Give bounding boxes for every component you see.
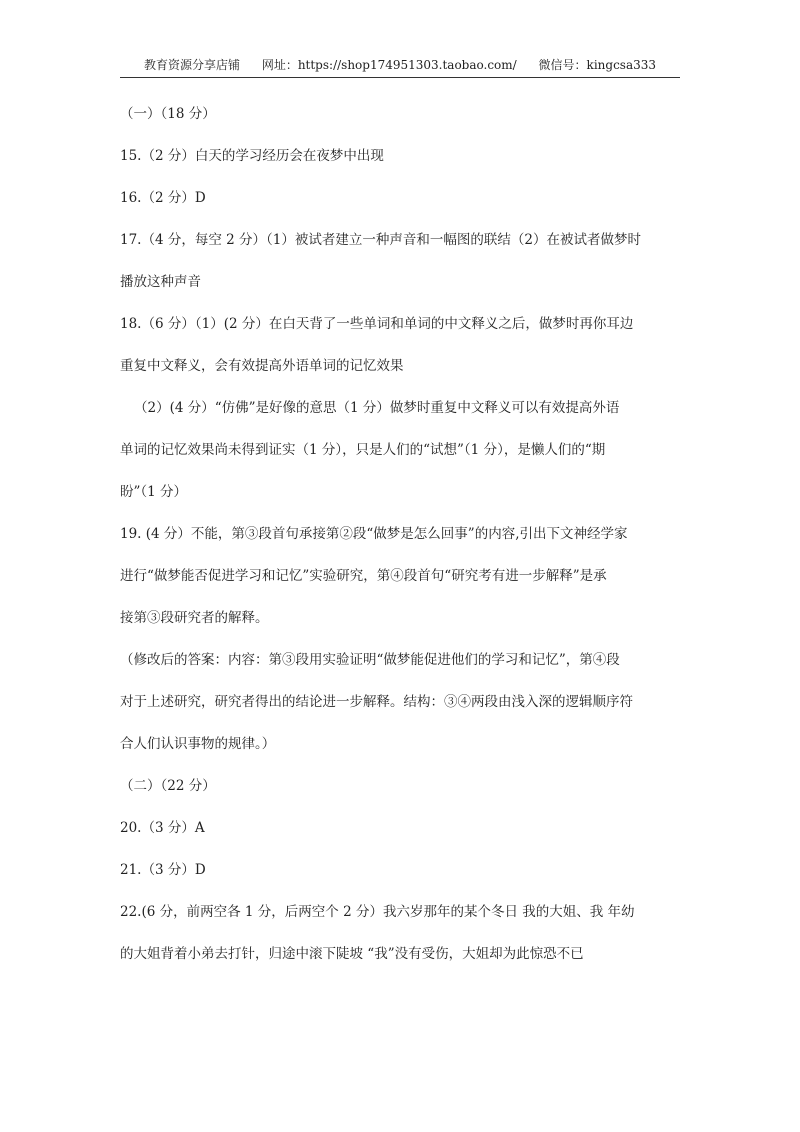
- answer-16: 16.（2 分）D: [120, 190, 206, 206]
- answer-21: 21.（3 分）D: [120, 862, 206, 878]
- header-wechat: 微信号：kingcsa333: [538, 58, 657, 72]
- answer-18-part2: （2）(4 分）“仿佛”是好像的意思（1 分）做梦时重复中文释义可以有效提高外语: [134, 400, 620, 416]
- answer-18-part2-end: 盼”（1 分）: [120, 484, 188, 500]
- section-1-heading: （一）（18 分）: [120, 106, 216, 122]
- answer-19-revised-cont: 对于上述研究，研究者得出的结论进一步解释。结构：③④两段由浅入深的逻辑顺序符: [120, 694, 633, 710]
- header-shop-url: 网址：https://shop174951303.taobao.com/: [261, 58, 517, 72]
- answer-18-part2-cont: 单词的记忆效果尚未得到证实（1 分），只是人们的“试想”（1 分），是懒人们的“期: [120, 442, 606, 458]
- answer-content: [120, 104, 682, 986]
- section-2-heading: （二）（22 分）: [120, 778, 216, 794]
- page-header: [120, 56, 680, 78]
- answer-15: 15.（2 分）白天的学习经历会在夜梦中出现: [120, 148, 384, 164]
- answer-18-cont: 重复中文释义，会有效提高外语单词的记忆效果: [120, 358, 404, 374]
- answer-17-cont: 播放这种声音: [120, 274, 201, 290]
- answer-18: 18.（6 分）（1）(2 分）在白天背了一些单词和单词的中文释义之后，做梦时再你耳边: [120, 316, 634, 332]
- answer-22-cont: 的大姐背着小弟去打针，归途中滚下陡坡 “我”没有受伤，大姐却为此惊恐不已: [120, 946, 584, 962]
- answer-17: 17.（4 分，每空 2 分）（1）被试者建立一种声音和一幅图的联结（2）在被试者做梦时: [120, 232, 641, 248]
- answer-20: 20.（3 分）A: [120, 820, 205, 836]
- answer-22: 22.(6 分，前两空各 1 分，后两空个 2 分）我六岁那年的某个冬日 我的大姐、我 年幼: [120, 904, 635, 920]
- answer-19-cont: 进行“做梦能否促进学习和记忆”实验研究，第④段首句“研究考有进一步解释”是承: [120, 568, 607, 584]
- header-shop-name: 教育资源分享店铺: [143, 58, 240, 72]
- answer-19-revised-end: 合人们认识事物的规律。）: [120, 736, 276, 752]
- answer-19-end: 接第③段研究者的解释。: [120, 610, 269, 626]
- answer-19: 19. (4 分）不能，第③段首句承接第②段“做梦是怎么回事”的内容,引出下文神经学家: [120, 526, 628, 542]
- answer-19-revised: （修改后的答案：内容：第③段用实验证明“做梦能促进他们的学习和记忆”，第④段: [120, 652, 620, 668]
